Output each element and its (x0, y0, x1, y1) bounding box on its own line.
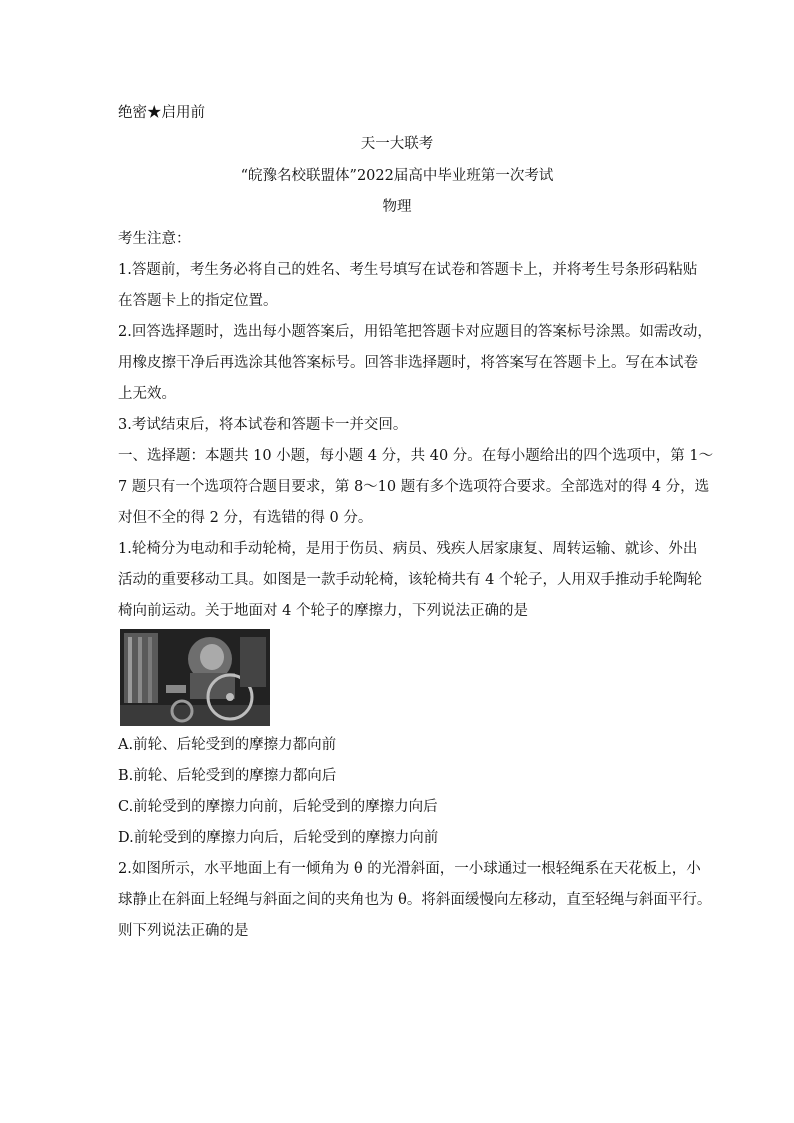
q1-stem-line-2: 活动的重要移动工具。如图是一款手动轮椅，该轮椅共有 4 个轮子，人用双手推动手轮陶轮 (118, 572, 702, 588)
notice-item-3: 3.考试结束后，将本试卷和答题卡一并交回。 (118, 417, 408, 433)
q1-option-c: C.前轮受到的摩擦力向前，后轮受到的摩擦力向后 (118, 799, 438, 815)
q2-stem-line-1: 2.如图所示，水平地面上有一倾角为 θ 的光滑斜面，一小球通过一根轻绳系在天花板上，小 (118, 861, 701, 877)
subject-title: 物理 (382, 199, 412, 215)
exam-name-title: “皖豫名校联盟体”2022届高中毕业班第一次考试 (240, 168, 554, 184)
q2-stem-line-2: 球静止在斜面上轻绳与斜面之间的夹角也为 θ。将斜面缓慢向左移动，直至轻绳与斜面平行。 (118, 892, 712, 908)
exam-org-title: 天一大联考 (360, 136, 434, 152)
notice-heading: 考生注意： (118, 231, 191, 247)
wheelchair-photo (120, 629, 270, 726)
secret-label: 绝密★启用前 (118, 105, 205, 121)
q1-option-b: B.前轮、后轮受到的摩擦力都向后 (118, 768, 337, 784)
q1-option-d: D.前轮受到的摩擦力向后，后轮受到的摩擦力向前 (118, 830, 439, 846)
q1-stem-line-3: 椅向前运动。关于地面对 4 个轮子的摩擦力，下列说法正确的是 (118, 603, 528, 619)
q1-option-a: A.前轮、后轮受到的摩擦力都向前 (118, 737, 337, 753)
section-1-line-3: 对但不全的得 2 分，有选错的得 0 分。 (118, 510, 373, 526)
q2-stem-line-3: 则下列说法正确的是 (118, 923, 249, 939)
notice-item-1-line-1: 1.答题前，考生务必将自己的姓名、考生号填写在试卷和答题卡上，并将考生号条形码粘贴 (118, 262, 698, 278)
notice-item-2-line-1: 2.回答选择题时，选出每小题答案后，用铅笔把答题卡对应题目的答案标号涂黑。如需改动， (118, 324, 712, 340)
section-1-line-2: 7 题只有一个选项符合题目要求，第 8～10 题有多个选项符合要求。全部选对的得 4 分，选 (118, 479, 710, 495)
q1-stem-line-1: 1.轮椅分为电动和手动轮椅，是用于伤员、病员、残疾人居家康复、周转运输、就诊、外出 (118, 541, 698, 557)
notice-item-1-line-2: 在答题卡上的指定位置。 (118, 293, 278, 309)
notice-item-2-line-2: 用橡皮擦干净后再选涂其他答案标号。回答非选择题时，将答案写在答题卡上。写在本试卷 (118, 355, 698, 371)
section-1-line-1: 一、选择题：本题共 10 小题，每小题 4 分，共 40 分。在每小题给出的四个选项中，第 1～ (118, 448, 714, 464)
notice-item-2-line-3: 上无效。 (118, 386, 176, 402)
